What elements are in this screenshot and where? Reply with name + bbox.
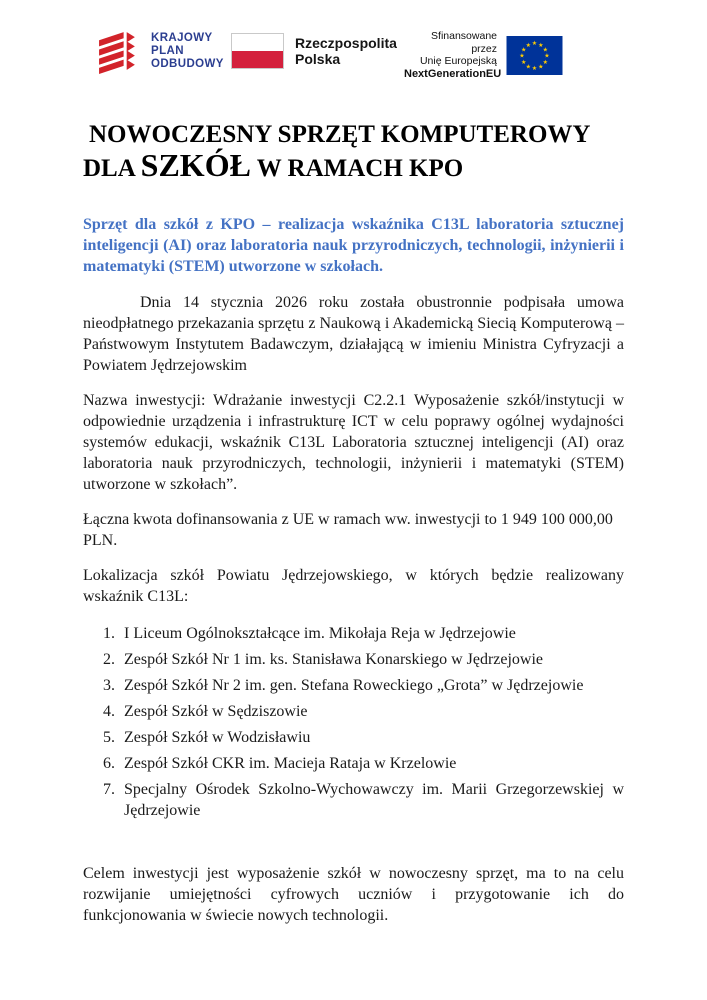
title-line-2-suffix: W RAMACH KPO xyxy=(250,155,464,182)
logo-header xyxy=(0,0,707,100)
goal-paragraph: Celem inwestycji jest wyposażenie szkół w nowoczesny sprzęt, ma to na celu rozwijanie umiejętności cyfrowych uczniów i przygotowanie ich do funkcjonowania w świecie nowych technologii. xyxy=(83,865,624,924)
agreement-paragraph: Dnia 14 stycznia 2026 roku została obustronnie podpisała umowa nieodpłatnego przekazania sprzętu z Naukową i Akademicką Siecią Komputerową – Państwowym Instytutem Badawczym, działającą w imieniu Ministra Cyfryzacji a Powiatem Jędrzejowskim xyxy=(83,294,624,374)
schools-list xyxy=(103,623,624,821)
poland-logo xyxy=(231,33,397,69)
kpo-logo-text xyxy=(151,32,224,71)
kpo-logo-line: PLAN xyxy=(151,45,184,57)
svg-text:★: ★ xyxy=(538,41,544,49)
poland-logo-line: Polska xyxy=(295,51,341,67)
eu-funding-text xyxy=(404,30,502,80)
kpo-building-icon xyxy=(96,29,141,74)
school-list-item: Zespół Szkół Nr 1 im. ks. Stanisława Konarskiego w Jędrzejowie xyxy=(124,651,544,668)
svg-text:★: ★ xyxy=(531,39,538,47)
svg-text:★: ★ xyxy=(519,52,525,60)
title-line-1: NOWOCZESNY SPRZĘT KOMPUTEROWY xyxy=(89,121,591,148)
svg-text:★: ★ xyxy=(542,46,548,53)
school-list-item: Specjalny Ośrodek Szkolno-Wychowawczy im. Marii Grzegorzewskiej w Jędrzejowie xyxy=(124,781,624,819)
school-list-item: I Liceum Ogólnokształcące im. Mikołaja Reja w Jędrzejowie xyxy=(124,625,516,642)
eu-funding-line: NextGenerationEU xyxy=(404,67,502,80)
kpo-logo-line: KRAJOWY xyxy=(151,32,213,44)
title-line-2 xyxy=(83,147,464,183)
svg-text:★: ★ xyxy=(525,63,531,70)
investment-name-paragraph: Nazwa inwestycji: Wdrażanie inwestycji C2.2.1 Wyposażenie szkół/instytucji w odpowiednie urządzenia i infrastrukturę ICT w celu poprawy ogólnej wydajności systemów edukacji, wskaźnik C13L Laboratoria sztucznej inteligencji (AI) oraz laboratoria nauk przyrodniczych, technologii, inżynierii i matematyki (STEM) utworzone w szkołach”. xyxy=(83,392,624,493)
svg-text:★: ★ xyxy=(531,64,538,72)
page-title xyxy=(83,120,624,184)
lead-paragraph: Sprzęt dla szkół z KPO – realizacja wskaźnika C13L laboratoria sztucznej inteligencji (AI) oraz laboratoria nauk przyrodniczych, technologii, inżynierii i matematyki (STEM) utworzone w szkołach. xyxy=(83,216,624,275)
school-list-item: Zespół Szkół Nr 2 im. gen. Stefana Roweckiego „Grota” w Jędrzejowie xyxy=(124,677,584,694)
svg-text:★: ★ xyxy=(542,58,548,66)
school-list-item: Zespół Szkół w Sędziszowie xyxy=(124,703,308,720)
school-list-item: Zespół Szkół CKR im. Macieja Rataja w Krzelowie xyxy=(124,755,457,772)
svg-text:★: ★ xyxy=(538,63,544,70)
eu-funding-line: Unię Europejską xyxy=(419,55,497,67)
kpo-logo xyxy=(96,29,224,74)
svg-text:★: ★ xyxy=(544,52,550,60)
svg-text:★: ★ xyxy=(521,46,527,53)
locations-intro-paragraph: Lokalizacja szkół Powiatu Jędrzejowskiego, w których będzie realizowany wskaźnik C13L: xyxy=(83,567,624,605)
svg-text:★: ★ xyxy=(525,41,531,49)
eu-flag-icon xyxy=(506,36,563,75)
eu-funding-line: Sfinansowane przez xyxy=(431,30,497,55)
school-list-item: Zespół Szkół w Wodzisławiu xyxy=(124,729,311,746)
funding-amount-paragraph: Łączna kwota dofinansowania z UE w ramach ww. inwestycji to 1 949 100 000,00 PLN. xyxy=(83,511,613,549)
poland-flag-icon xyxy=(231,33,284,69)
poland-logo-line: Rzeczpospolita xyxy=(295,35,397,51)
title-line-2-prefix: DLA xyxy=(83,155,141,182)
title-line-2-emphasis: SZKÓŁ xyxy=(140,147,251,183)
document-body xyxy=(83,120,624,940)
kpo-logo-line: ODBUDOWY xyxy=(151,58,224,70)
poland-logo-text xyxy=(295,35,397,67)
svg-text:★: ★ xyxy=(521,58,527,66)
eu-funding-logo xyxy=(404,30,563,80)
